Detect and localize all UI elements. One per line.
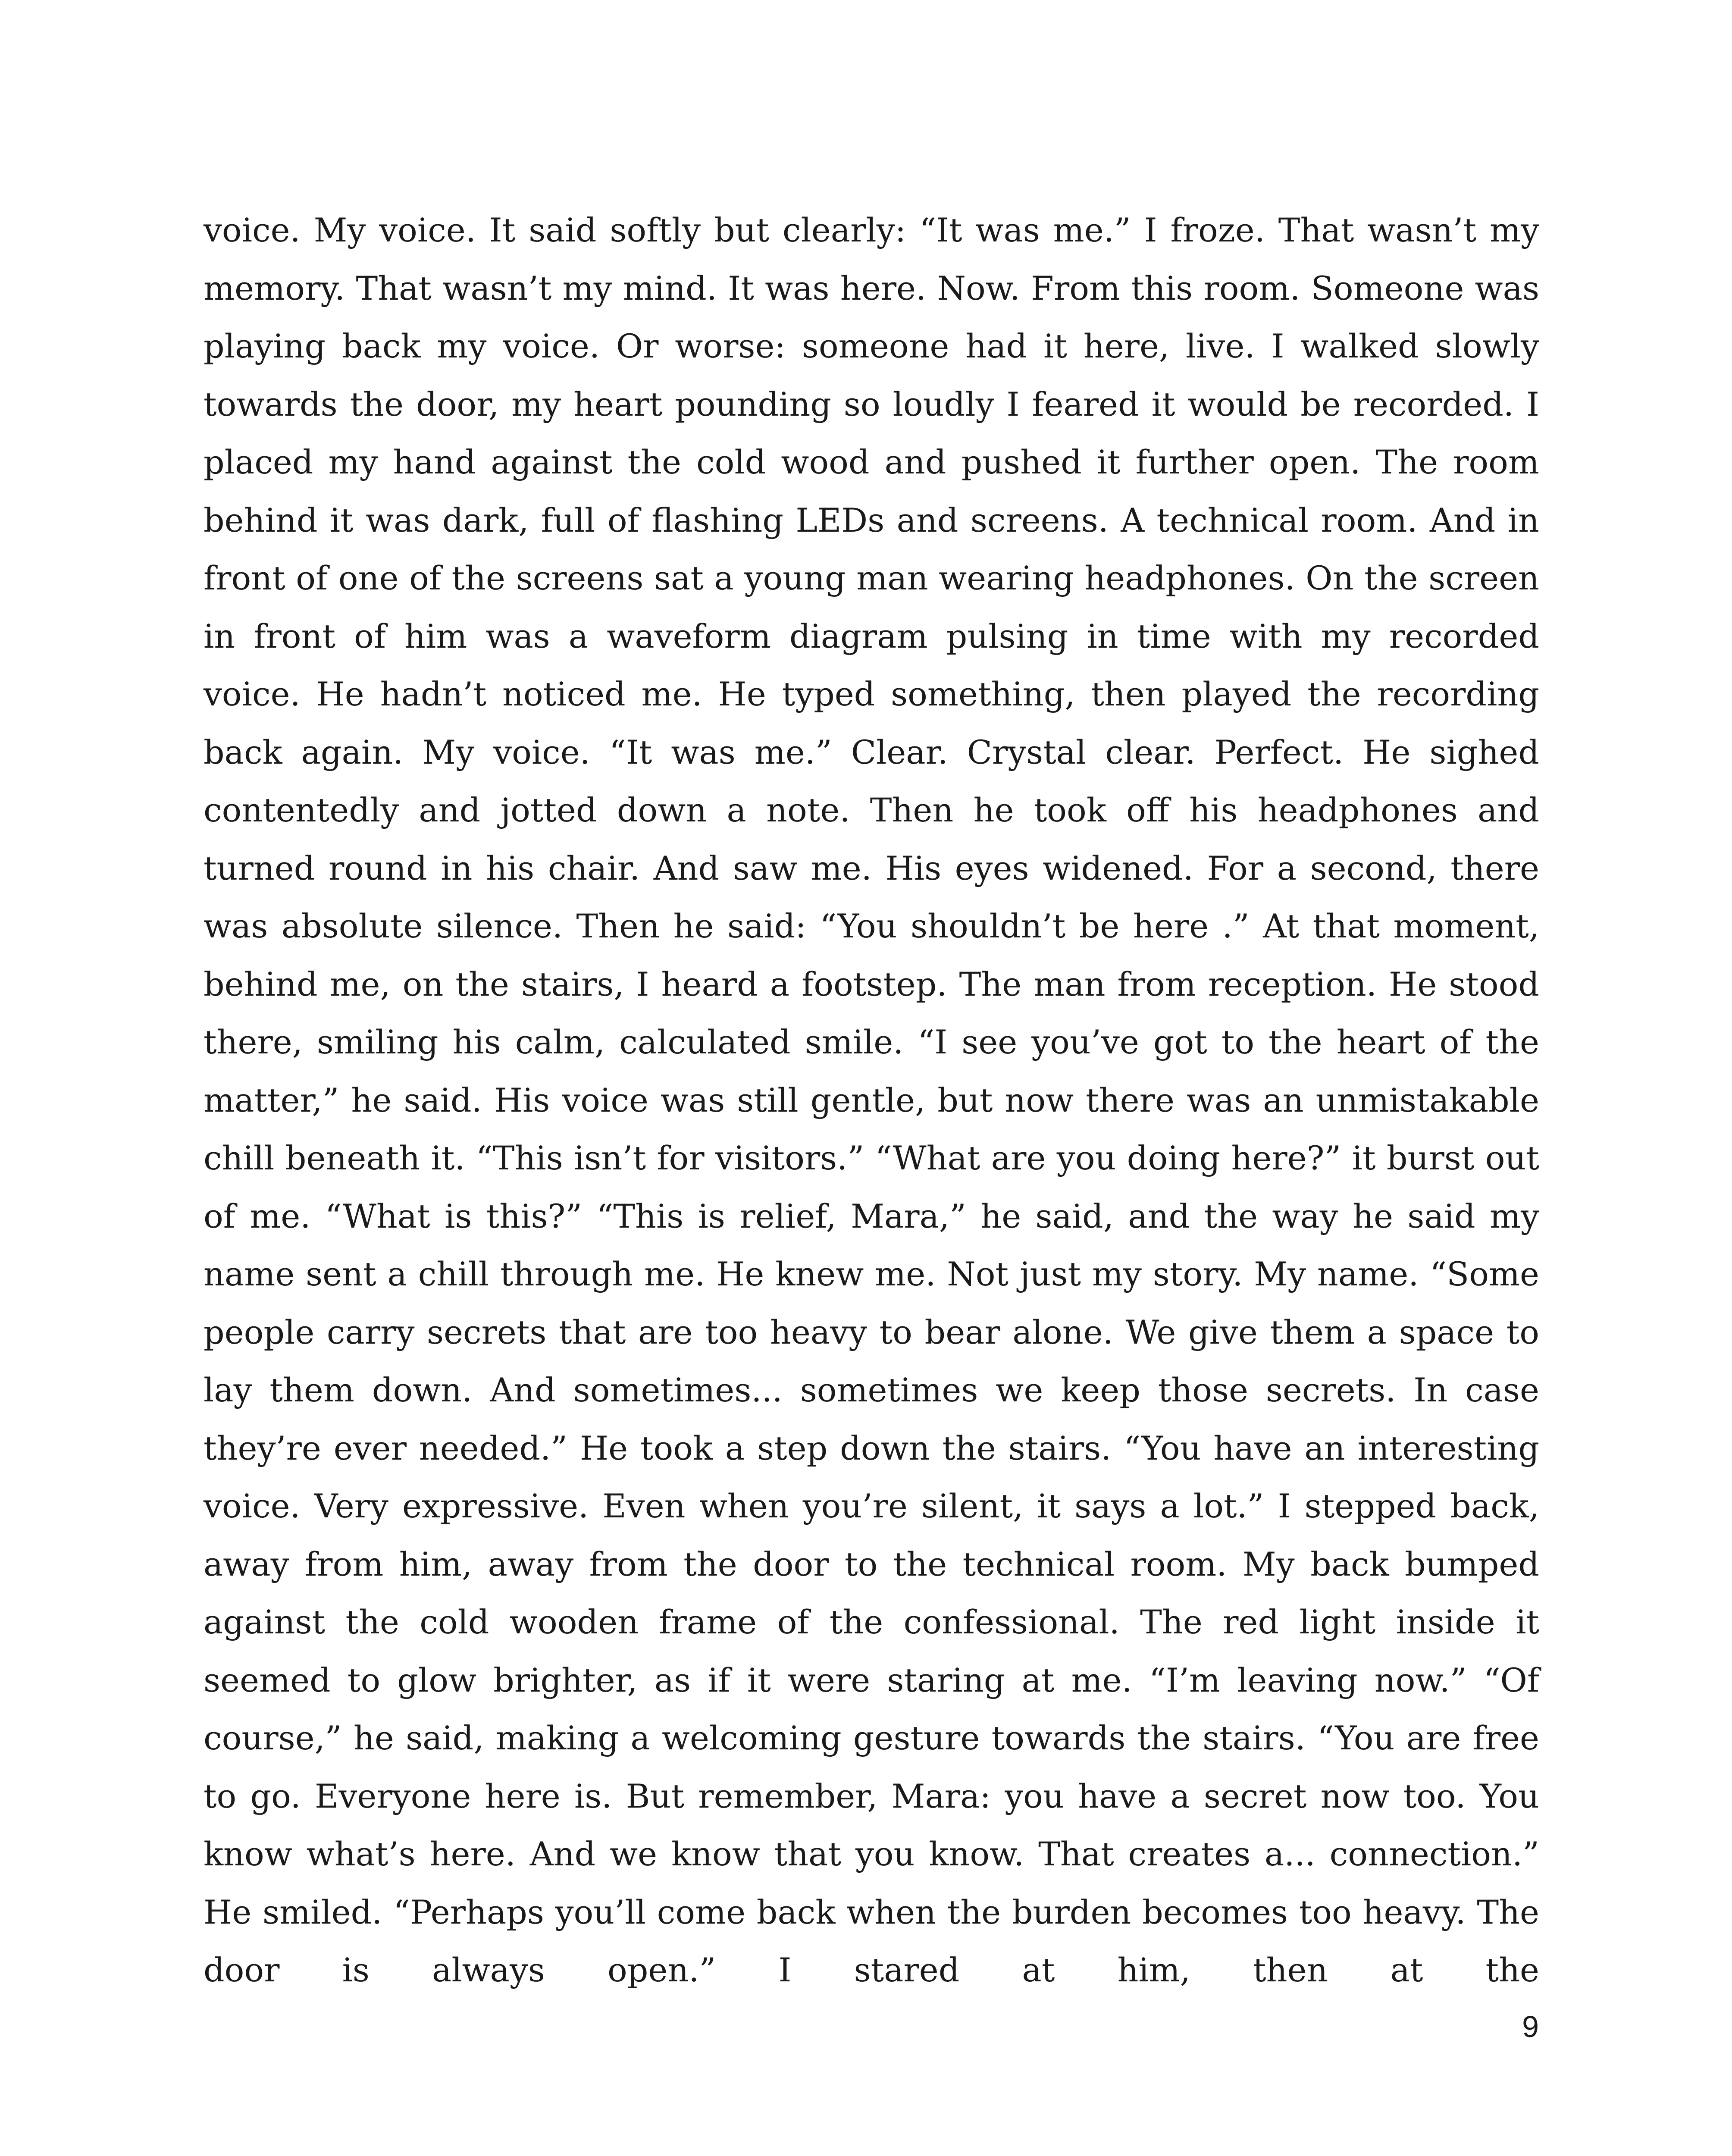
page-number: 9 xyxy=(1522,2010,1539,2043)
body-paragraph: voice. My voice. It said softly but clearly: “It was me.” I froze. That wasn’t my memory. That wasn’t my mind. It was here. Now. From this room. Someone was playing back my voice. Or worse: someone had it here, live. I walked slowly towards the door, my heart pounding so loudly I feared it would be recorded. I placed my hand against the cold wood and pushed it further open. The room behind it was dark, full of flashing LEDs and screens. A technical room. And in front of one of the screens sat a young man wearing headphones. On the screen in front of him was a waveform diagram pulsing in time with my recorded voice. He hadn’t noticed me. He typed something, then played the recording back again. My voice. “It was me.” Clear. Crystal clear. Perfect. He sighed contentedly and jotted down a note. Then he took off his headphones and turned round in his chair. And saw me. His eyes widened. For a second, there was absolute silence. Then he said: “You shouldn’t be here .” At that moment, behind me, on the stairs, I heard a footstep. The man from reception. He stood there, smiling his calm, calculated smile. “I see you’ve got to the heart of the matter,” he said. His voice was still gentle, but now there was an unmistakable chill beneath it. “This isn’t for visitors.” “What are you doing here?” it burst out of me. “What is this?” “This is relief, Mara,” he said, and the way he said my name sent a chill through me. He knew me. Not just my story. My name. “Some people carry secrets that are too heavy to bear alone. We give them a space to lay them down. And sometimes... sometimes we keep those secrets. In case they’re ever needed.” He took a step down the stairs. “You have an interesting voice. Very expressive. Even when you’re silent, it says a lot.” I stepped back, away from him, away from the door to the technical room. My back bumped against the cold wooden frame of the confessional. The red light inside it seemed to glow brighter, as if it were staring at me. “I’m leaving now.” “Of course,” he said, making a welcoming gesture towards the stairs. “You are free to go. Everyone here is. But remember, Mara: you have a secret now too. You know what’s here. And we know that you know. That creates a... connection.” He smiled. “Perhaps you’ll come back when the burden becomes too heavy. The door is always open.” I stared at him, then at the xyxy=(204,211,1539,1989)
